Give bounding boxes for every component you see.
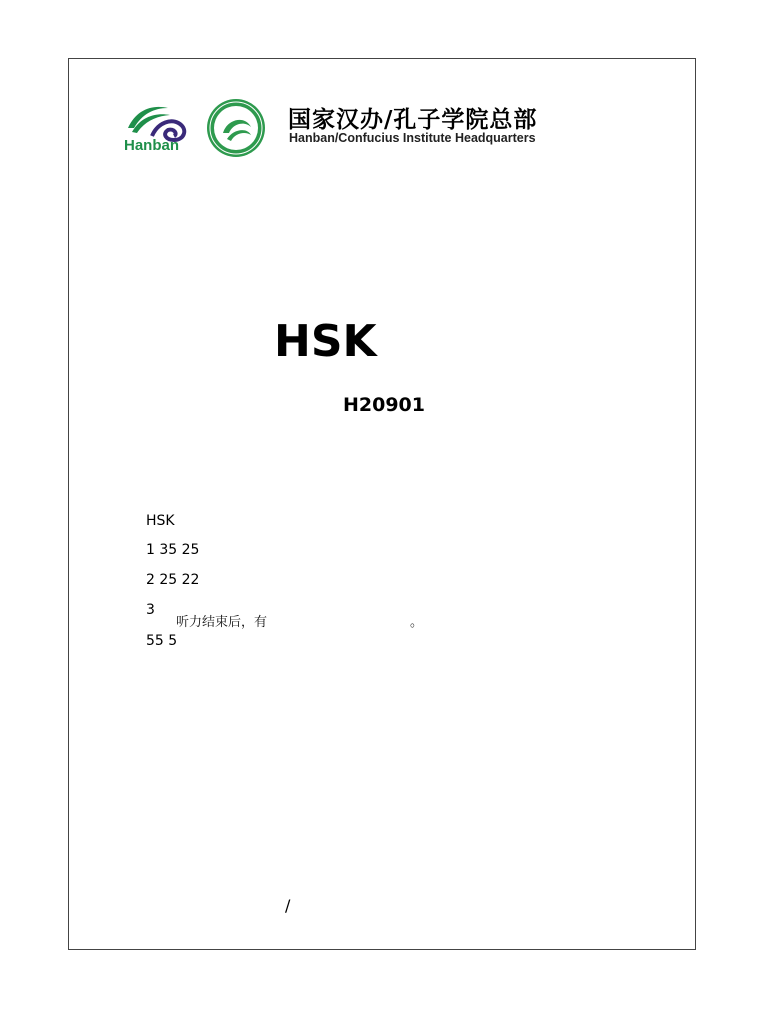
note-item: 1 35 25 (146, 542, 200, 558)
confucius-institute-logo (205, 97, 267, 159)
note-item: 55 5 (146, 633, 178, 649)
exam-code: H20901 (342, 394, 425, 416)
page-frame (68, 58, 696, 950)
note-overlay-period: 。 (410, 615, 424, 630)
hanban-logo (122, 98, 196, 152)
footer-right: / (285, 896, 291, 915)
exam-title-hsk: HSK (274, 316, 377, 367)
note-item: 2 25 22 (146, 572, 200, 588)
headquarters-name-cn: 国家汉办/孔子学院总部 (288, 106, 538, 133)
note-overlay-text: 听力结束后，有 (176, 615, 268, 630)
hanban-logo-text: Hanban (124, 137, 180, 152)
headquarters-name-en: Hanban/Confucius Institute Headquarters (289, 131, 536, 145)
note-item: HSK (146, 513, 175, 529)
note-item: 3 (146, 602, 155, 618)
